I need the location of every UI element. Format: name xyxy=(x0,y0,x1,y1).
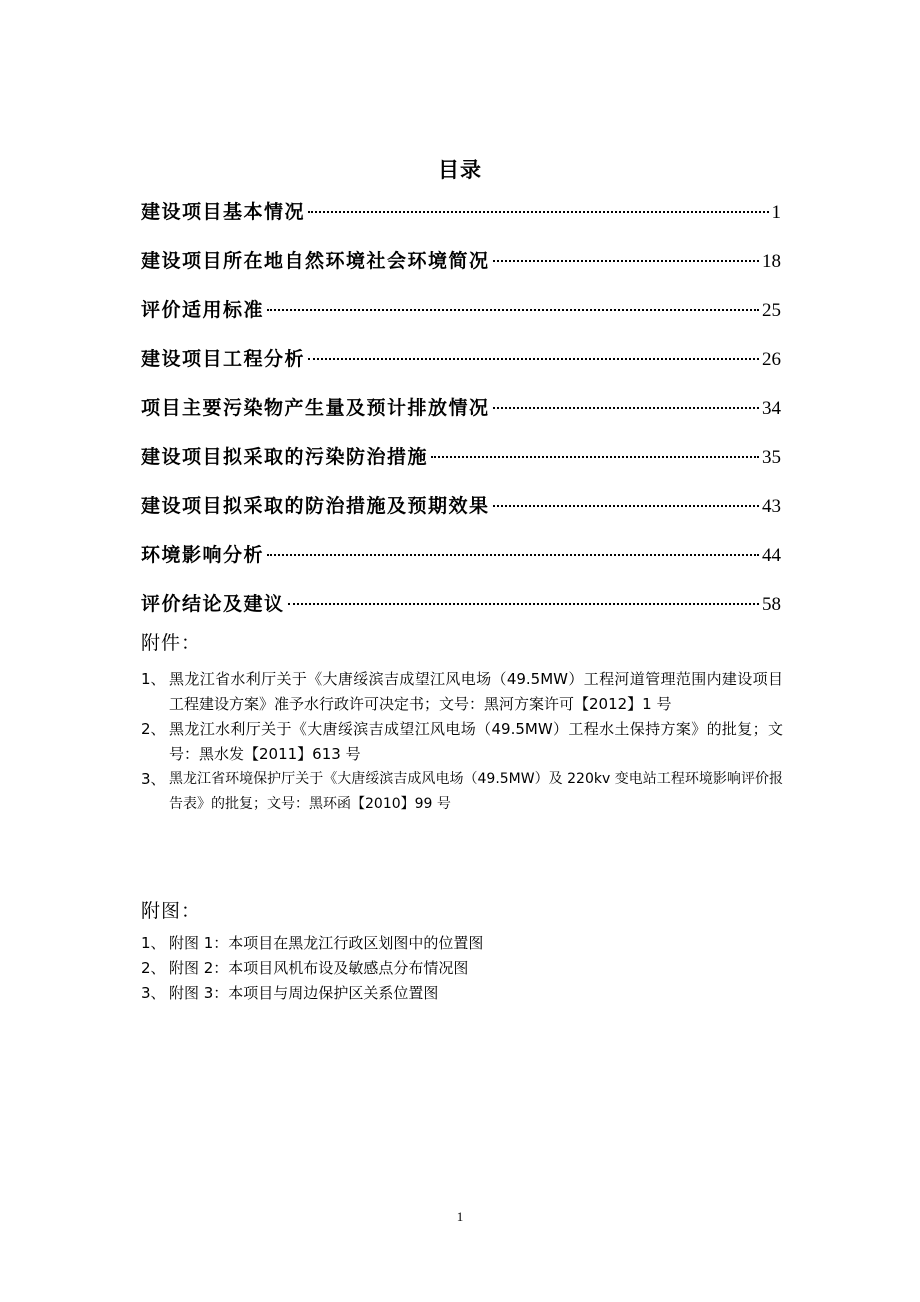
toc-entry[interactable] xyxy=(141,343,781,392)
toc-entry[interactable] xyxy=(141,392,781,441)
toc-entry[interactable] xyxy=(141,588,781,637)
attachments-list xyxy=(141,667,783,817)
toc-leader-dots xyxy=(493,260,759,262)
toc-entry[interactable] xyxy=(141,490,781,539)
toc-entry-page: 25 xyxy=(762,300,781,321)
toc-leader-dots xyxy=(267,309,759,311)
toc-leader-dots xyxy=(308,358,759,360)
toc-entry-page: 1 xyxy=(771,202,781,223)
toc-entry-label: 评价适用标准 xyxy=(141,299,265,321)
toc-entry-page: 34 xyxy=(762,398,781,419)
toc-entry-page: 44 xyxy=(762,545,781,566)
attachment-item xyxy=(141,667,783,716)
table-of-contents xyxy=(141,196,781,637)
attachment-text: 黑龙江水利厅关于《大唐绥滨吉成望江风电场（49.5MW）工程水土保持方案》的批复；文号：黑水发【2011】613 号 xyxy=(169,720,783,763)
toc-entry-page: 26 xyxy=(762,349,781,370)
attachment-text: 黑龙江省水利厅关于《大唐绥滨吉成望江风电场（49.5MW）工程河道管理范围内建设项目工程建设方案》准予水行政许可决定书；文号：黑河方案许可【2012】1 号 xyxy=(169,670,783,713)
toc-entry-page: 58 xyxy=(762,594,781,615)
figures-list xyxy=(141,931,781,1006)
toc-entry-label: 建设项目基本情况 xyxy=(141,201,306,223)
toc-entry[interactable] xyxy=(141,245,781,294)
attachment-item xyxy=(141,717,783,766)
toc-leader-dots xyxy=(267,554,759,556)
toc-leader-dots xyxy=(493,407,759,409)
toc-entry[interactable] xyxy=(141,294,781,343)
toc-entry-label: 环境影响分析 xyxy=(141,544,265,566)
figure-text: 附图 1：本项目在黑龙江行政区划图中的位置图 xyxy=(169,934,484,952)
toc-entry-label: 建设项目拟采取的防治措施及预期效果 xyxy=(141,495,490,517)
attachment-item xyxy=(141,767,783,816)
toc-entry-label: 建设项目工程分析 xyxy=(141,348,306,370)
toc-leader-dots xyxy=(493,505,759,507)
toc-entry-page: 35 xyxy=(762,447,781,468)
figure-text: 附图 2：本项目风机布设及敏感点分布情况图 xyxy=(169,959,469,977)
toc-entry-page: 18 xyxy=(762,251,781,272)
figure-item xyxy=(141,931,781,956)
toc-title: 目录 xyxy=(438,158,482,182)
toc-entry[interactable] xyxy=(141,539,781,588)
attachments-heading: 附件： xyxy=(141,632,202,654)
figure-number: 1、 xyxy=(141,934,166,952)
toc-entry-label: 建设项目拟采取的污染防治措施 xyxy=(141,446,429,468)
toc-leader-dots xyxy=(431,456,759,458)
page-number: 1 xyxy=(456,1209,464,1224)
figure-number: 2、 xyxy=(141,959,166,977)
figure-item xyxy=(141,956,781,981)
figures-heading: 附图： xyxy=(141,900,202,922)
toc-entry-page: 43 xyxy=(762,496,781,517)
attachment-number: 1、 xyxy=(141,670,166,688)
figure-number: 3、 xyxy=(141,984,166,1002)
toc-entry-label: 项目主要污染物产生量及预计排放情况 xyxy=(141,397,490,419)
toc-entry-label: 建设项目所在地自然环境社会环境简况 xyxy=(141,250,490,272)
attachment-number: 3、 xyxy=(141,770,166,788)
toc-leader-dots xyxy=(288,603,759,605)
figure-item xyxy=(141,981,781,1006)
attachment-text: 黑龙江省环境保护厅关于《大唐绥滨吉成风电场（49.5MW）及 220kv 变电站工程环境影响评价报告表》的批复；文号：黑环函【2010】99 号 xyxy=(169,771,783,812)
figure-text: 附图 3：本项目与周边保护区关系位置图 xyxy=(169,984,439,1002)
toc-leader-dots xyxy=(308,211,768,213)
toc-entry[interactable] xyxy=(141,196,781,245)
toc-entry[interactable] xyxy=(141,441,781,490)
attachment-number: 2、 xyxy=(141,720,166,738)
toc-entry-label: 评价结论及建议 xyxy=(141,593,285,615)
